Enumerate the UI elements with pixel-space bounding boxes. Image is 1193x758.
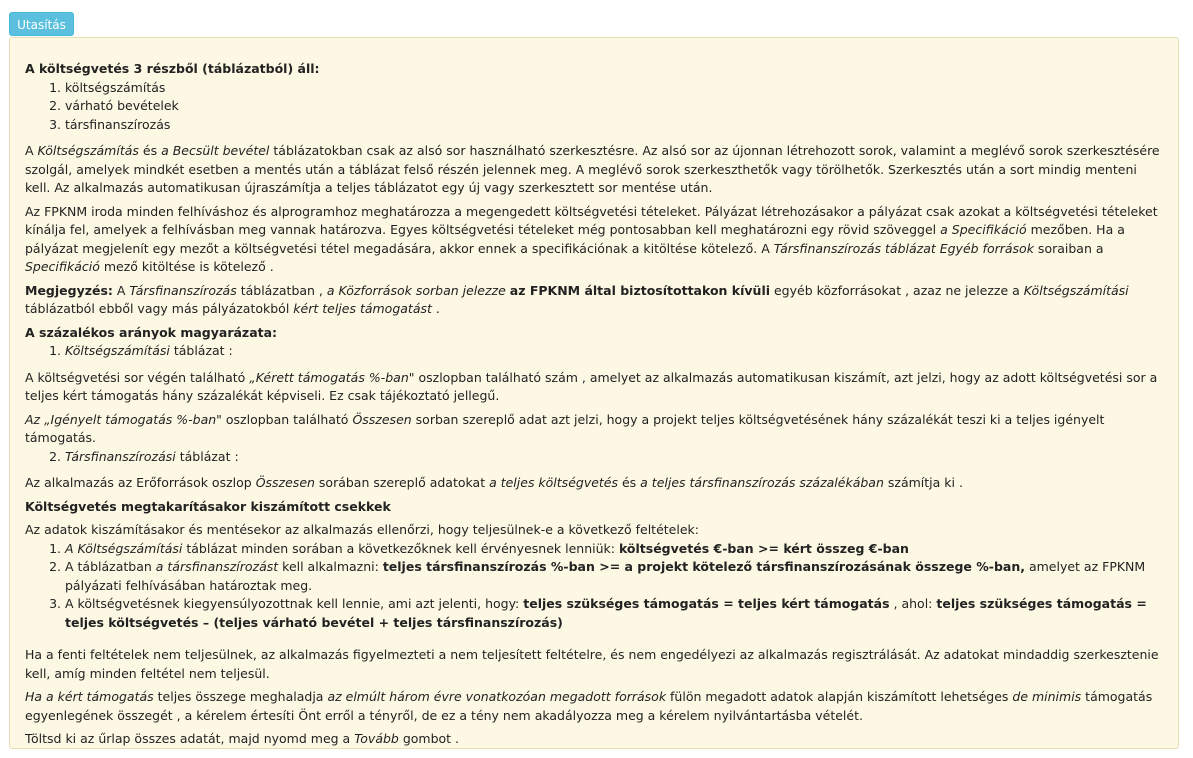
checks-heading: Költségvetés megtakarításakor kiszámított csekkek: [25, 498, 391, 514]
text: és: [138, 143, 162, 158]
text: a teljes költségvetés: [489, 475, 619, 490]
text: mezőben. Ha a pályázat megjelenít egy mezőt a költségvetési tétel megadására, akkor ennek a specifikációnak a kitöltése kötelező. A: [25, 222, 1125, 256]
failure-paragraph: Ha a fenti feltételek nem teljesülnek, az alkalmazás figyelmezteti a nem teljesített feltételre, és nem engedélyezi az alkalmazás regisztrálását. Az adatokat mindaddig szerkesztenie kell, amíg minden feltétel nem teljesül.: [25, 647, 1159, 681]
list-item: [65, 540, 1163, 559]
text: számítja ki .: [883, 475, 963, 490]
text: A költségvetésnek kiegyensúlyozottnak kell lennie, ami azt jelenti, hogy:: [65, 596, 524, 611]
text: Összesen: [255, 475, 315, 490]
text: Az FPKNM iroda minden felhíváshoz és alprogramhoz meghatározza a megengedett költségvetési tételeket. Pályázat létrehozásakor a pályázat csak azokat a költségvetési tételeket kínálja fel, amelyek a felhívásban meg vannak határozva. Egyes költségvetési tételeket még pontosabban kell meghatározni egy rövid szöveggel: [25, 203, 1158, 237]
text: sorában szereplő adatokat: [314, 475, 490, 490]
percentages-heading: A százalékos arányok magyarázata:: [25, 324, 278, 340]
instructions-panel: [9, 37, 1179, 749]
text: Társfinanszírozás: [129, 282, 237, 298]
text: a teljes társfinanszírozás százalékában: [640, 475, 884, 490]
list-item: 3. társfinanszírozás: [65, 116, 1163, 135]
text: kért teljes támogatást: [293, 301, 432, 316]
checks-list: [25, 540, 1163, 633]
text: az elmúlt három évre vonatkozóan megadott források: [327, 689, 667, 704]
list-item: 1. költségszámítás: [65, 79, 1163, 98]
list-item: [65, 595, 1163, 632]
text: „Kérett támogatás %-ban": [249, 369, 415, 385]
text: táblázatban ,: [236, 282, 327, 298]
resources-paragraph: [25, 474, 1163, 493]
percentages-list-1: [25, 342, 1163, 361]
text: teljes társfinanszírozás %-ban >= a projekt kötelező társfinanszírozásának összege %-ban,: [382, 559, 1025, 574]
text: Költségszámítási: [65, 343, 170, 358]
text: oszlopban található szám , amelyet az alkalmazás automatikusan kiszámít, azt jelzi, hogy az adott költségvetési sor a teljes kért támogatás hány százalékát képviseli. Ez csak tájékoztató jellegű.: [25, 369, 1158, 403]
text: a társfinanszírozást: [155, 559, 279, 574]
text: A költségvetési sor végén található: [25, 369, 250, 385]
checks-intro: Az adatok kiszámításakor és mentésekor az alkalmazás ellenőrzi, hogy teljesülnek-e a következő feltételek:: [25, 522, 699, 537]
text: kell alkalmazni:: [278, 559, 383, 574]
text: .: [431, 301, 440, 316]
text: táblázat :: [175, 448, 239, 464]
text: a Becsült bevétel: [161, 143, 270, 158]
list-item: [65, 558, 1163, 595]
text: Társfinanszírozási: [65, 448, 176, 464]
text: táblázat :: [169, 343, 233, 358]
text: gombot .: [398, 731, 460, 746]
text: amelyet az FPKNM pályázati felhívásában határoztak meg.: [65, 559, 1146, 593]
requested-percent-paragraph: [25, 369, 1163, 406]
text: támogatás egyenlegének összegét , a kérelem értesíti Önt erről a tényről, de ez a tény nem akadályozza meg a kérelem nyilvántartásba vételét.: [25, 689, 1153, 723]
table-editing-paragraph: [25, 142, 1163, 198]
text: Társfinanszírozás táblázat Egyéb források: [773, 240, 1034, 256]
text: az FPKNM által biztosítottakon kívüli: [509, 282, 771, 298]
text: teljes szükséges támogatás = teljes kért támogatás: [523, 596, 890, 611]
text: A: [112, 282, 130, 298]
text: egyéb közforrásokat , azaz ne jelezze a: [770, 282, 1024, 298]
text: de minimis: [1012, 689, 1082, 704]
list-item: 2. várható bevételek: [65, 97, 1163, 116]
text: táblázatból ebből vagy más pályázatokból: [25, 301, 294, 316]
text: táblázatokban csak az alsó sor használható szerkesztésre. Az alsó sor az újonnan létrehozott sorok, valamint a meglévő sorok szerkesztésére szolgál, amelyek mindkét esetben a mentés után a táblázat felső részén jelennek meg. A meglévő sorok szerkeszthetők vagy törölhetők. Szerkesztés után a sort mindig menteni kell. Az alkalmazás automatikusan újraszámítja a teljes táblázatot egy új vagy szerkesztett sor mentése után.: [25, 143, 1160, 195]
claimed-percent-paragraph: [25, 411, 1163, 448]
text: A: [25, 143, 38, 158]
text: A táblázatban: [65, 559, 156, 574]
list-item: [65, 448, 1163, 467]
text: a Specifikáció: [940, 222, 1027, 237]
text: A Költségszámítási: [65, 540, 183, 556]
text: Az „Igényelt támogatás %-ban": [25, 411, 222, 427]
text: Költségszámítási: [1023, 282, 1129, 298]
text: Az alkalmazás az Erőforrások oszlop: [25, 475, 256, 490]
text: Tovább: [354, 731, 399, 746]
text: és: [618, 475, 641, 490]
next-step-paragraph: [25, 730, 1163, 749]
text: oszlopban található: [221, 411, 353, 427]
text: Ha a kért támogatás: [25, 689, 154, 704]
text: soraiban a: [1033, 240, 1104, 256]
de-minimis-paragraph: [25, 688, 1163, 725]
text: fülön megadott adatok alapján kiszámított lehetséges: [666, 689, 1013, 704]
tab-utasitas[interactable]: Utasítás: [9, 12, 74, 36]
percentages-list-2: [25, 448, 1163, 467]
text: költségvetés €-ban >= kért összeg €-ban: [618, 540, 909, 556]
text: , ahol:: [889, 596, 937, 611]
text: Költségszámítás: [37, 143, 139, 158]
text: Megjegyzés:: [25, 282, 113, 298]
text: sorban szereplő adat azt jelzi, hogy a projekt teljes költségvetésének hány százalékát teszi ki a teljes igényelt támogatás.: [25, 411, 1105, 445]
text: a Közforrások sorban jelezze: [326, 282, 506, 298]
text: teljes szükséges támogatás = teljes költségvetés – (teljes várható bevétel + teljes társfinanszírozás): [65, 596, 1147, 630]
text: Összesen: [352, 411, 412, 427]
budget-parts-heading: A költségvetés 3 részből (táblázatból) áll:: [25, 61, 320, 76]
text: Töltsd ki az űrlap összes adatát, majd nyomd meg a: [25, 731, 355, 746]
list-item: [65, 342, 1163, 361]
note-paragraph: [25, 282, 1163, 319]
budget-parts-list: [25, 79, 1163, 135]
text: Specifikáció: [25, 259, 100, 274]
text: teljes összege meghaladja: [153, 689, 328, 704]
text: táblázat minden sorában a következőknek kell érvényesnek lenniük:: [182, 540, 619, 556]
text: mező kitöltése is kötelező .: [99, 259, 274, 274]
budget-items-paragraph: [25, 203, 1163, 277]
